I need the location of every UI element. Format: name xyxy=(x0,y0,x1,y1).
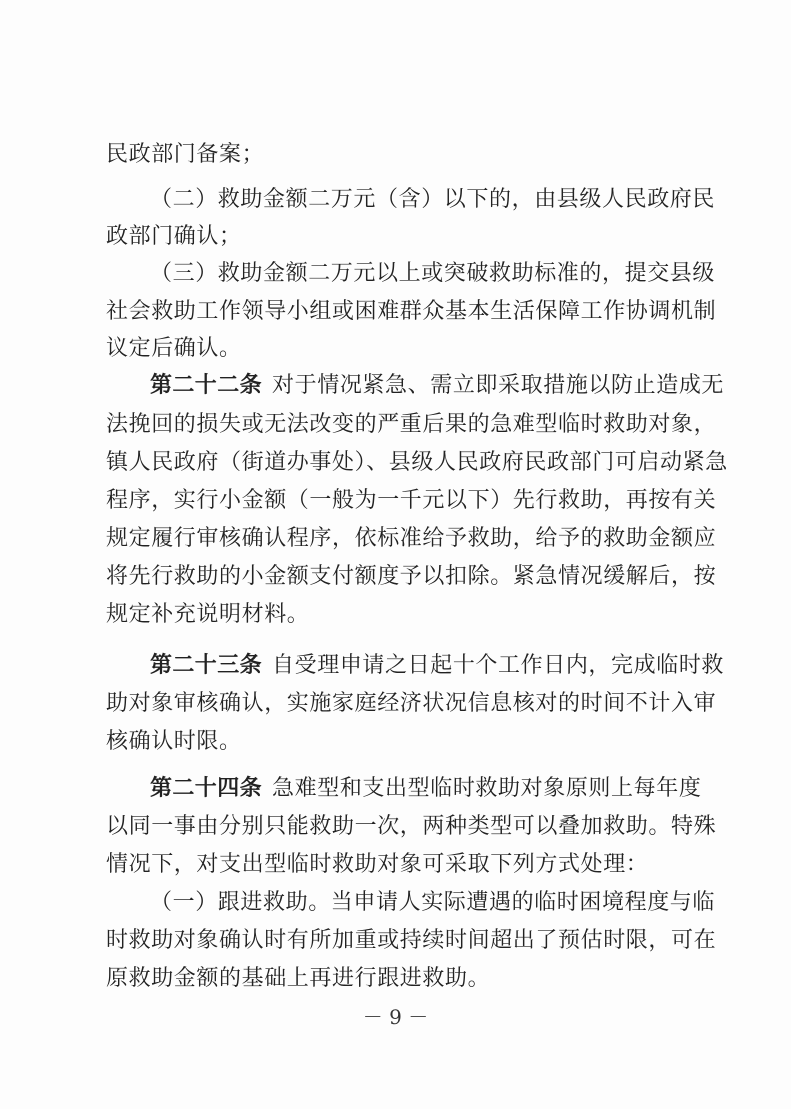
article-heading: 第二十二条 xyxy=(150,373,263,398)
text-line: （二）救助金额二万元（含）以下的，由县级人民政府民 xyxy=(150,187,716,212)
text-line: 社会救助工作领导小组或困难群众基本生活保障工作协调机制 xyxy=(106,299,717,324)
text-fragment: 急难型和支出型临时救助对象原则上每年度 xyxy=(272,776,702,801)
text-line: （一）跟进救助。当申请人实际遭遇的临时困境程度与临 xyxy=(150,890,716,915)
article-heading: 第二十三条 xyxy=(150,653,263,678)
text-line: 原救助金额的基础上再进行跟进救助。 xyxy=(106,966,491,991)
text-line: 核确认时限。 xyxy=(106,729,242,754)
text-line: 将先行救助的小金额支付额度予以扣除。紧急情况缓解后，按 xyxy=(106,564,717,589)
text-line: 时救助对象确认时有所加重或持续时间超出了预估时限，可在 xyxy=(106,928,717,953)
text-line: 情况下，对支出型临时救助对象可采取下列方式处理： xyxy=(106,852,649,877)
text-line: 助对象审核确认，实施家庭经济状况信息核对的时间不计入审 xyxy=(106,691,717,716)
text-line: 规定补充说明材料。 xyxy=(106,602,310,627)
text-line: 民政部门备案； xyxy=(106,142,265,167)
text-line: 以同一事由分别只能救助一次，两种类型可以叠加救助。特殊 xyxy=(106,814,717,839)
text-fragment: 对于情况紧急、需立即采取措施以防止造成无 xyxy=(272,373,725,398)
text-line: （三）救助金额二万元以上或突破救助标准的，提交县级 xyxy=(150,261,716,286)
text-line: 议定后确认。 xyxy=(106,336,242,361)
text-line: 政部门确认； xyxy=(106,224,242,249)
article-heading: 第二十四条 xyxy=(150,776,263,801)
page-number: － 9 － xyxy=(362,1005,429,1029)
text-fragment: 自受理申请之日起十个工作日内，完成临时救 xyxy=(272,653,725,678)
article-paragraph-start xyxy=(150,371,724,401)
article-paragraph-start xyxy=(150,651,724,681)
text-line: 法挽回的损失或无法改变的严重后果的急难型临时救助对象， xyxy=(106,412,717,437)
text-line: 程序，实行小金额（一般为一千元以下）先行救助，再按有关 xyxy=(106,488,717,513)
article-paragraph-start xyxy=(150,774,701,804)
text-line: 规定履行审核确认程序，依标准给予救助，给予的救助金额应 xyxy=(106,526,717,551)
text-line: 镇人民政府（街道办事处）、县级人民政府民政部门可启动紧急 xyxy=(106,450,728,475)
